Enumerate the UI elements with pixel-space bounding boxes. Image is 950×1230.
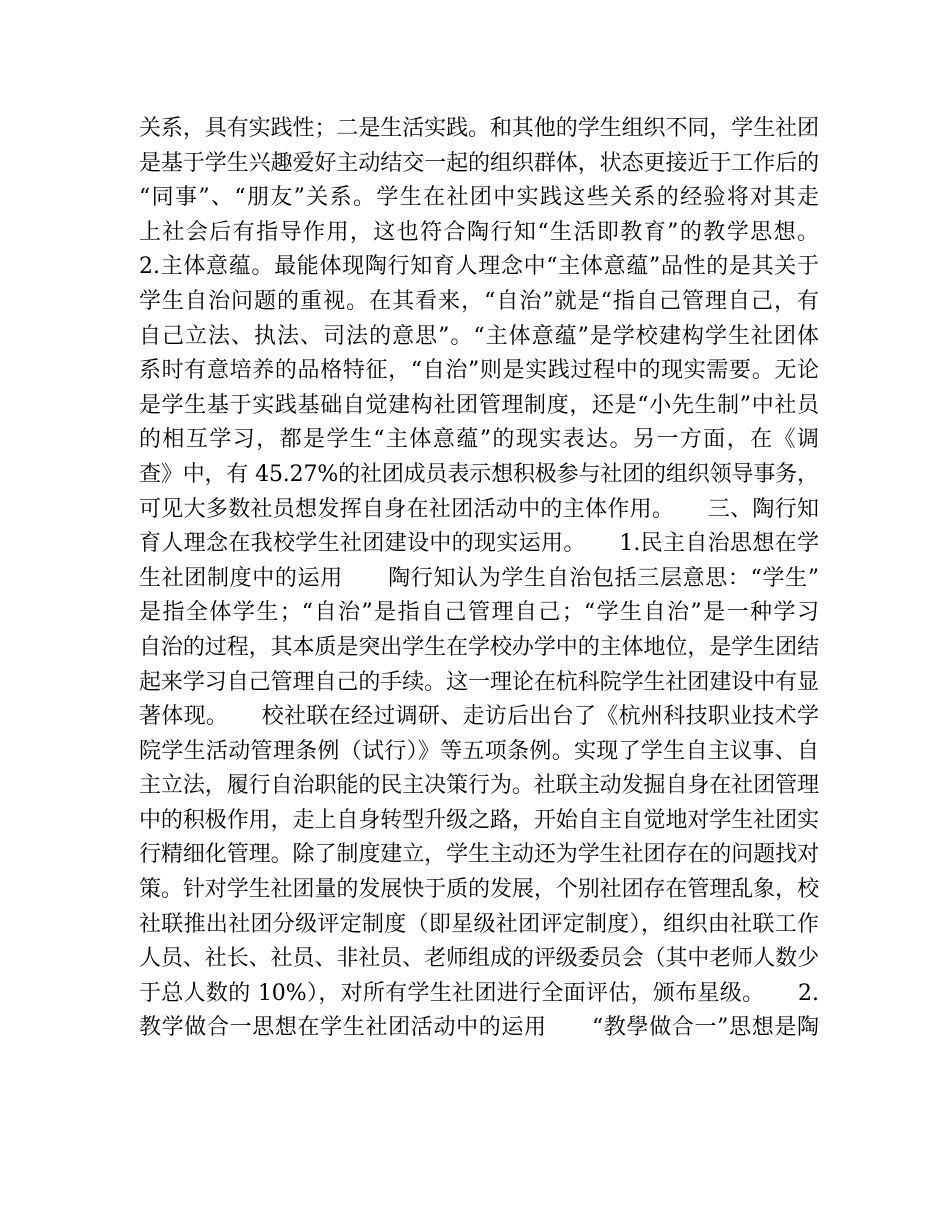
text-line: 起来学习自己管理自己的手续。这一理论在杭科院学生社团建设中有显 [139, 669, 820, 695]
text-line: 生社团制度中的运用 陶行知认为学生自治包括三层意思：“学生” [139, 565, 819, 591]
body-text [139, 112, 819, 1046]
text-line: “同事”、“朋友”关系。学生在社团中实践这些关系的经验将对其走 [139, 185, 819, 211]
text-line: 院学生活动管理条例（试行）》等五项条例。实现了学生自主议事、自 [139, 738, 819, 764]
text-line: 社联推出社团分级评定制度（即星级社团评定制度），组织由社联工作 [139, 911, 819, 937]
text-line: 是基于学生兴趣爱好主动结交一起的组织群体，状态更接近于工作后的 [139, 150, 820, 176]
text-line: 主立法，履行自治职能的民主决策行为。社联主动发掘自身在社团管理 [139, 773, 820, 799]
text-line: 于总人数的 10%），对所有学生社团进行全面评估，颁布星级。 2. [139, 980, 819, 1006]
text-line: 关系，具有实践性；二是生活实践。和其他的学生组织不同，学生社团 [139, 116, 820, 141]
text-line: 策。针对学生社团量的发展快于质的发展，个别社团存在管理乱象，校 [139, 877, 820, 903]
text-line: 中的积极作用，走上自身转型升级之路，开始自主自觉地对学生社团实 [139, 807, 820, 833]
text-line: 人员、社长、社员、非社员、老师组成的评级委员会（其中老师人数少 [139, 946, 820, 972]
text-line: 自治的过程，其本质是突出学生在学校办学中的主体地位，是学生团结 [139, 634, 820, 660]
text-line: 学生自治问题的重视。在其看来，“自治”就是“指自己管理自己，有 [139, 288, 819, 314]
text-line: 上社会后有指导作用，这也符合陶行知“生活即教育”的教学思想。 [139, 219, 819, 245]
text-line: 行精细化管理。除了制度建立，学生主动还为学生社团存在的问题找对 [139, 842, 820, 868]
text-line: 是指全体学生；“自治”是指自己管理自己；“学生自治”是一种学习 [139, 600, 819, 626]
text-line: 查》中，有 45.27%的社团成员表示想积极参与社团的组织领导事务， [139, 461, 819, 487]
text-line: 是学生基于实践基础自觉建构社团管理制度，还是“小先生制”中社员 [139, 392, 819, 418]
text-line: 2.主体意蕴。最能体现陶行知育人理念中“主体意蕴”品性的是其关于 [139, 254, 819, 280]
text-line: 的相互学习，都是学生“主体意蕴”的现实表达。另一方面，在《调 [139, 427, 819, 453]
text-line: 教学做合一思想在学生社团活动中的运用 “教學做合一”思想是陶 [139, 1015, 819, 1041]
text-line: 系时有意培养的品格特征，“自治”则是实践过程中的现实需要。无论 [139, 358, 819, 384]
text-line: 自己立法、执法、司法的意思”。“主体意蕴”是学校建构学生社团体 [139, 323, 819, 349]
text-line: 育人理念在我校学生社团建设中的现实运用。 1.民主自治思想在学 [139, 531, 819, 557]
text-line: 可见大多数社员想发挥自身在社团活动中的主体作用。 三、陶行知 [139, 496, 819, 522]
text-line: 著体现。 校社联在经过调研、走访后出台了《杭州科技职业技术学 [139, 704, 819, 730]
